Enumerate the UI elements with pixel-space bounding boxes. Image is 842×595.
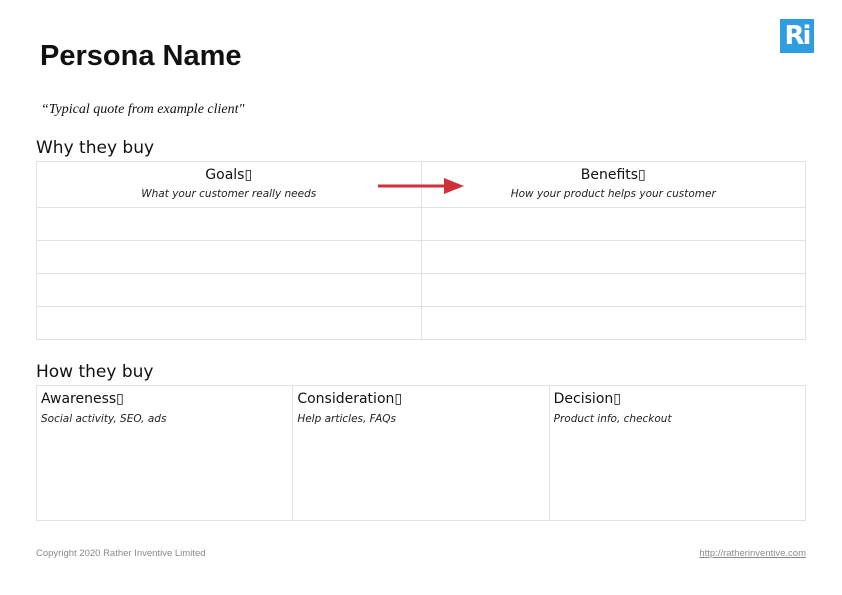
goals-cell[interactable]	[37, 274, 422, 307]
awareness-title: Awareness▯	[41, 391, 124, 407]
table-row	[37, 241, 806, 274]
benefits-column-header	[421, 162, 806, 208]
stage-consideration[interactable]	[293, 386, 549, 521]
benefits-cell[interactable]	[421, 208, 806, 241]
ri-logo: Ri	[780, 19, 814, 53]
benefits-subtitle: How your product helps your customer	[510, 188, 716, 200]
goals-cell[interactable]	[37, 241, 422, 274]
awareness-subtitle: Social activity, SEO, ads	[41, 413, 167, 425]
benefits-cell[interactable]	[421, 274, 806, 307]
consideration-title: Consideration▯	[297, 391, 403, 407]
persona-name: Persona Name	[40, 40, 242, 72]
stages-row	[37, 386, 806, 521]
stage-awareness[interactable]	[37, 386, 293, 521]
decision-subtitle: Product info, checkout	[553, 413, 672, 425]
table-row	[37, 274, 806, 307]
goals-title: Goals▯	[205, 167, 253, 183]
benefits-title: Benefits▯	[580, 167, 646, 183]
copyright-text: Copyright 2020 Rather Inventive Limited	[36, 548, 206, 559]
goals-cell[interactable]	[37, 208, 422, 241]
arrow-right-icon	[378, 178, 464, 194]
benefits-cell[interactable]	[421, 241, 806, 274]
benefits-cell[interactable]	[421, 307, 806, 340]
goals-subtitle: What your customer really needs	[141, 188, 317, 200]
table-row	[37, 307, 806, 340]
consideration-subtitle: Help articles, FAQs	[297, 413, 397, 425]
how-they-buy-table	[36, 385, 806, 521]
table-row	[37, 208, 806, 241]
stage-decision[interactable]	[549, 386, 805, 521]
website-link[interactable]: http://ratherinventive.com	[699, 548, 806, 559]
goals-column-header	[37, 162, 422, 208]
why-they-buy-heading: Why they buy	[36, 138, 155, 158]
goals-cell[interactable]	[37, 307, 422, 340]
persona-quote: “Typical quote from example client"	[41, 102, 245, 117]
how-they-buy-heading: How they buy	[36, 362, 154, 382]
decision-title: Decision▯	[553, 391, 621, 407]
